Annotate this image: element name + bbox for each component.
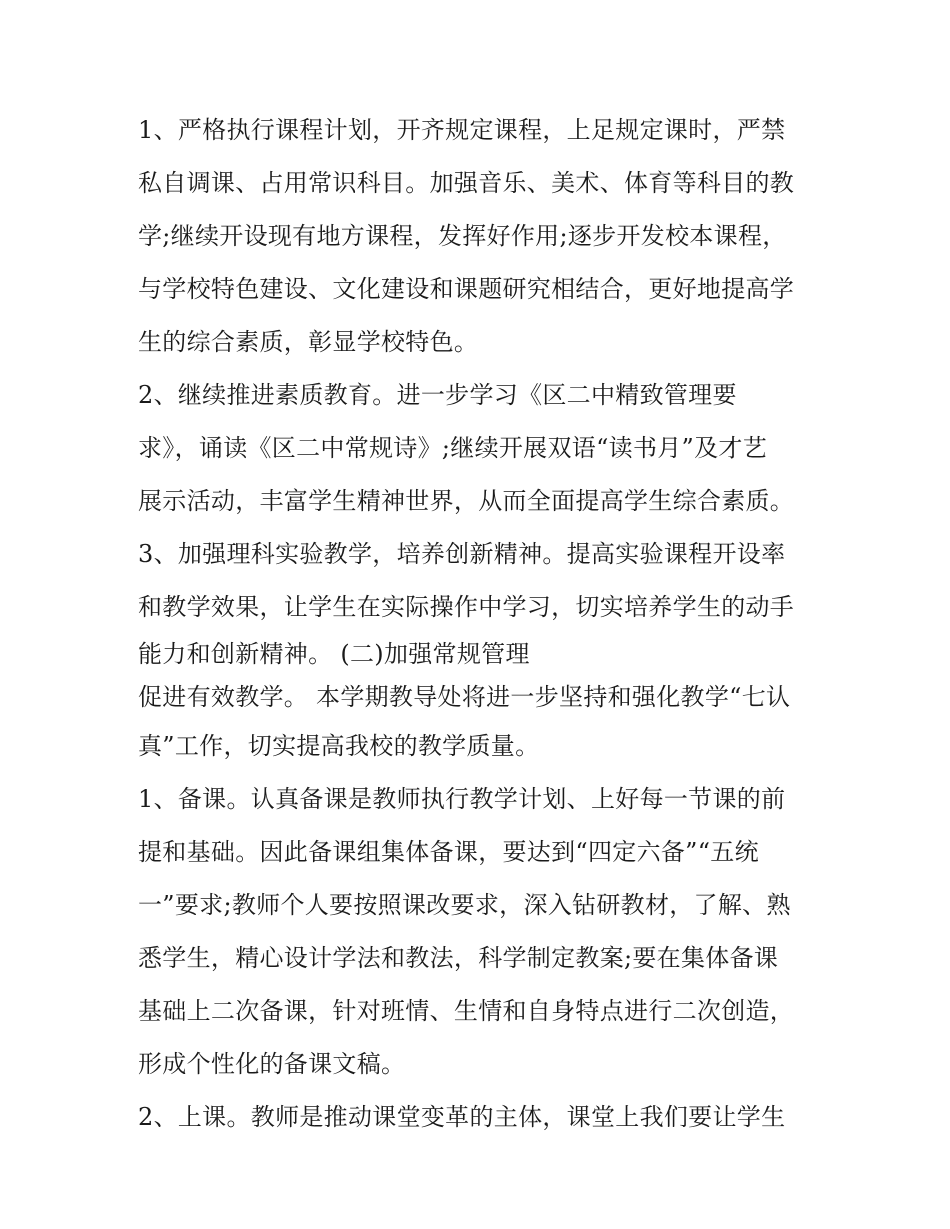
text-line: 促进有效教学。 本学期教导处将进一步坚持和强化教学“七认: [138, 683, 791, 711]
text-line: 一”要求;教师个人要按照课改要求，深入钻研教材，了解、熟: [138, 891, 791, 919]
text-line: 基础上二次备课，针对班情、生情和自身特点进行二次创造，: [138, 997, 795, 1025]
text-line: 私自调课、占用常识科目。加强音乐、美术、体育等科目的教: [138, 169, 795, 197]
text-line: 2、继续推进素质教育。进一步学习《区二中精致管理要: [138, 381, 737, 409]
text-line: 真”工作，切实提高我校的教学质量。: [138, 732, 540, 760]
text-line: 1、严格执行课程计划，开齐规定课程，上足规定课时，严禁: [138, 116, 786, 144]
text-line: 和教学效果，让学生在实际操作中学习，切实培养学生的动手: [138, 593, 795, 621]
text-line: 形成个性化的备课文稿。: [138, 1050, 406, 1078]
text-line: 1、备课。认真备课是教师执行教学计划、上好每一节课的前: [138, 785, 786, 813]
text-line: 悉学生，精心设计学法和教法，科学制定教案;要在集体备课: [138, 944, 779, 972]
text-line: 与学校特色建设、文化建设和课题研究相结合，更好地提高学: [138, 275, 795, 303]
document-body: [138, 104, 838, 1144]
text-line: 提和基础。因此备课组集体备课，要达到“四定六备”“五统: [138, 838, 759, 866]
text-line: 生的综合素质，彰显学校特色。: [138, 328, 479, 356]
text-line: 能力和创新精神。 (二)加强常规管理: [138, 640, 530, 668]
text-line: 展示活动，丰富学生精神世界，从而全面提高学生综合素质。: [138, 487, 795, 515]
text-line: 3、加强理科实验教学，培养创新精神。提高实验课程开设率: [138, 540, 786, 568]
text-line: 求》，诵读《区二中常规诗》;继续开展双语“读书月”及才艺: [138, 434, 768, 462]
text-line: 2、上课。教师是推动课堂变革的主体，课堂上我们要让学生: [138, 1103, 786, 1131]
text-line: 学;继续开设现有地方课程，发挥好作用;逐步开发校本课程，: [138, 222, 787, 250]
